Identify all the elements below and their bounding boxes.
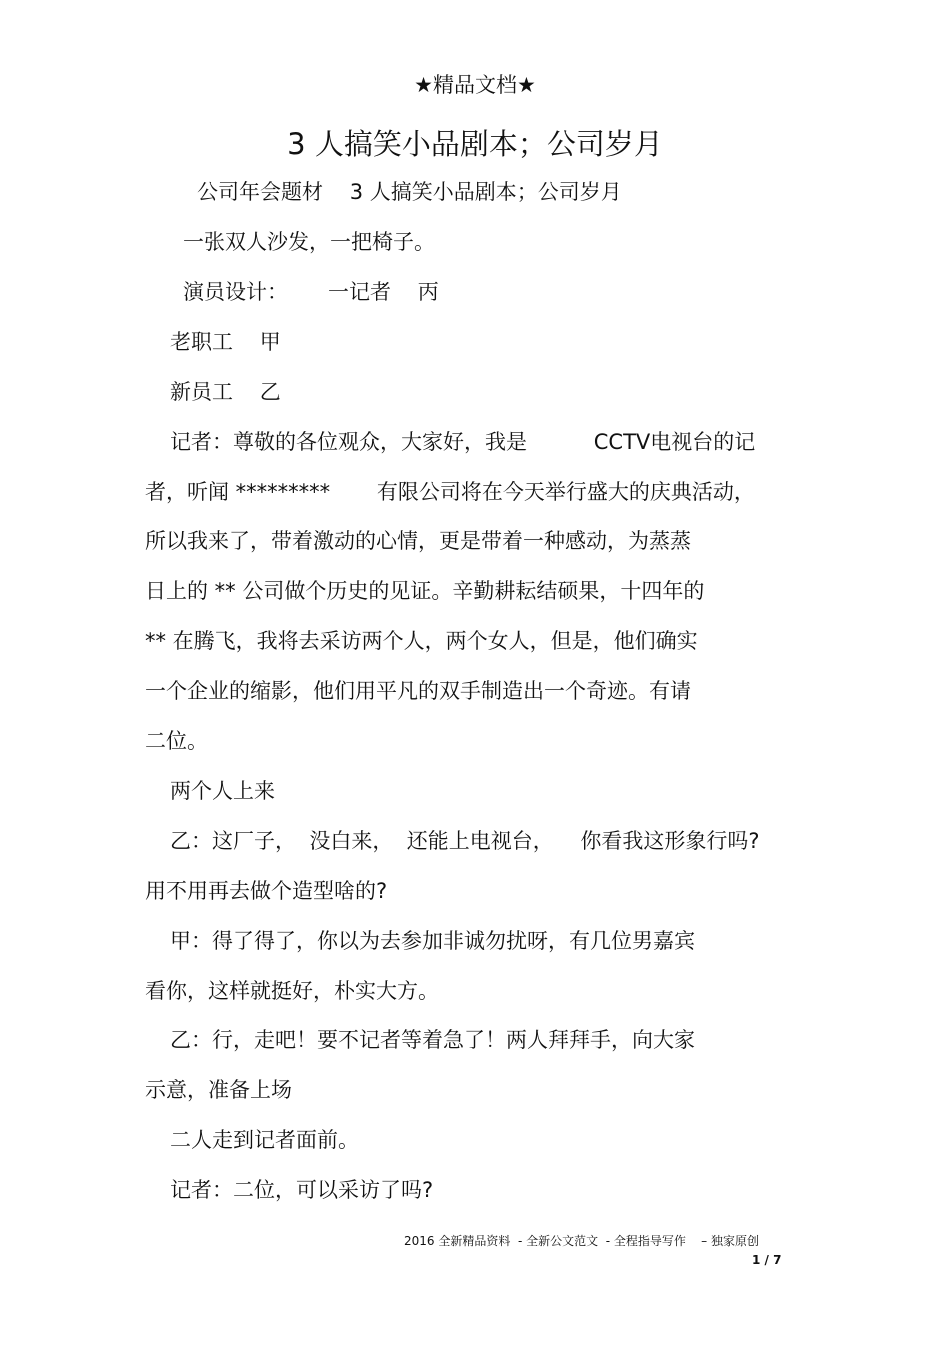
paragraph-line: 乙：这厂子， 没白来， 还能上电视台， 你看我这形象行吗? [170,829,760,853]
paragraph-line: ** 在腾飞，我将去采访两个人，两个女人，但是，他们确实 [145,629,698,653]
paragraph-line: 示意，准备上场 [145,1078,292,1102]
page-header: ★精品文档★ [414,73,536,97]
paragraph-line: 用不用再去做个造型啥的? [145,879,388,903]
document-title: 3 人搞笑小品剧本；公司岁月 [287,127,663,161]
paragraph-line: 记者：二位，可以采访了吗? [170,1178,434,1202]
paragraph-line: 两个人上来 [170,779,275,803]
paragraph-line: 者，听闻 ********* 有限公司将在今天举行盛大的庆典活动， [145,480,755,504]
paragraph-line: 二位。 [145,729,208,753]
paragraph-line: 乙：行，走吧！要不记者等着急了！两人拜拜手，向大家 [170,1028,695,1052]
paragraph-line: 甲：得了得了，你以为去参加非诚勿扰呀，有几位男嘉宾 [170,929,695,953]
paragraph-line: 演员设计： 一记者 丙 [183,280,439,304]
paragraph-line: 看你，这样就挺好，朴实大方。 [145,979,439,1003]
paragraph-line: 日上的 ** 公司做个历史的见证。辛勤耕耘结硕果，十四年的 [145,579,705,603]
paragraph-line: 新员工 乙 [170,380,281,404]
paragraph-line: 记者：尊敬的各位观众，大家好，我是 CCTV电视台的记 [170,430,756,454]
subtitle-line: 公司年会题材 3 人搞笑小品剧本；公司岁月 [197,180,622,204]
paragraph-line: 一张双人沙发，一把椅子。 [183,230,435,254]
paragraph-line: 二人走到记者面前。 [170,1128,359,1152]
paragraph-line: 所以我来了，带着激动的心情，更是带着一种感动，为蒸蒸 [145,529,691,553]
paragraph-line: 老职工 甲 [170,330,281,354]
paragraph-line: 一个企业的缩影，他们用平凡的双手制造出一个奇迹。有请 [145,679,691,703]
page-number: 1 / 7 [752,1253,782,1267]
footer-text: 2016 全新精品资料 - 全新公文范文 - 全程指导写作 – 独家原创 [404,1234,759,1248]
